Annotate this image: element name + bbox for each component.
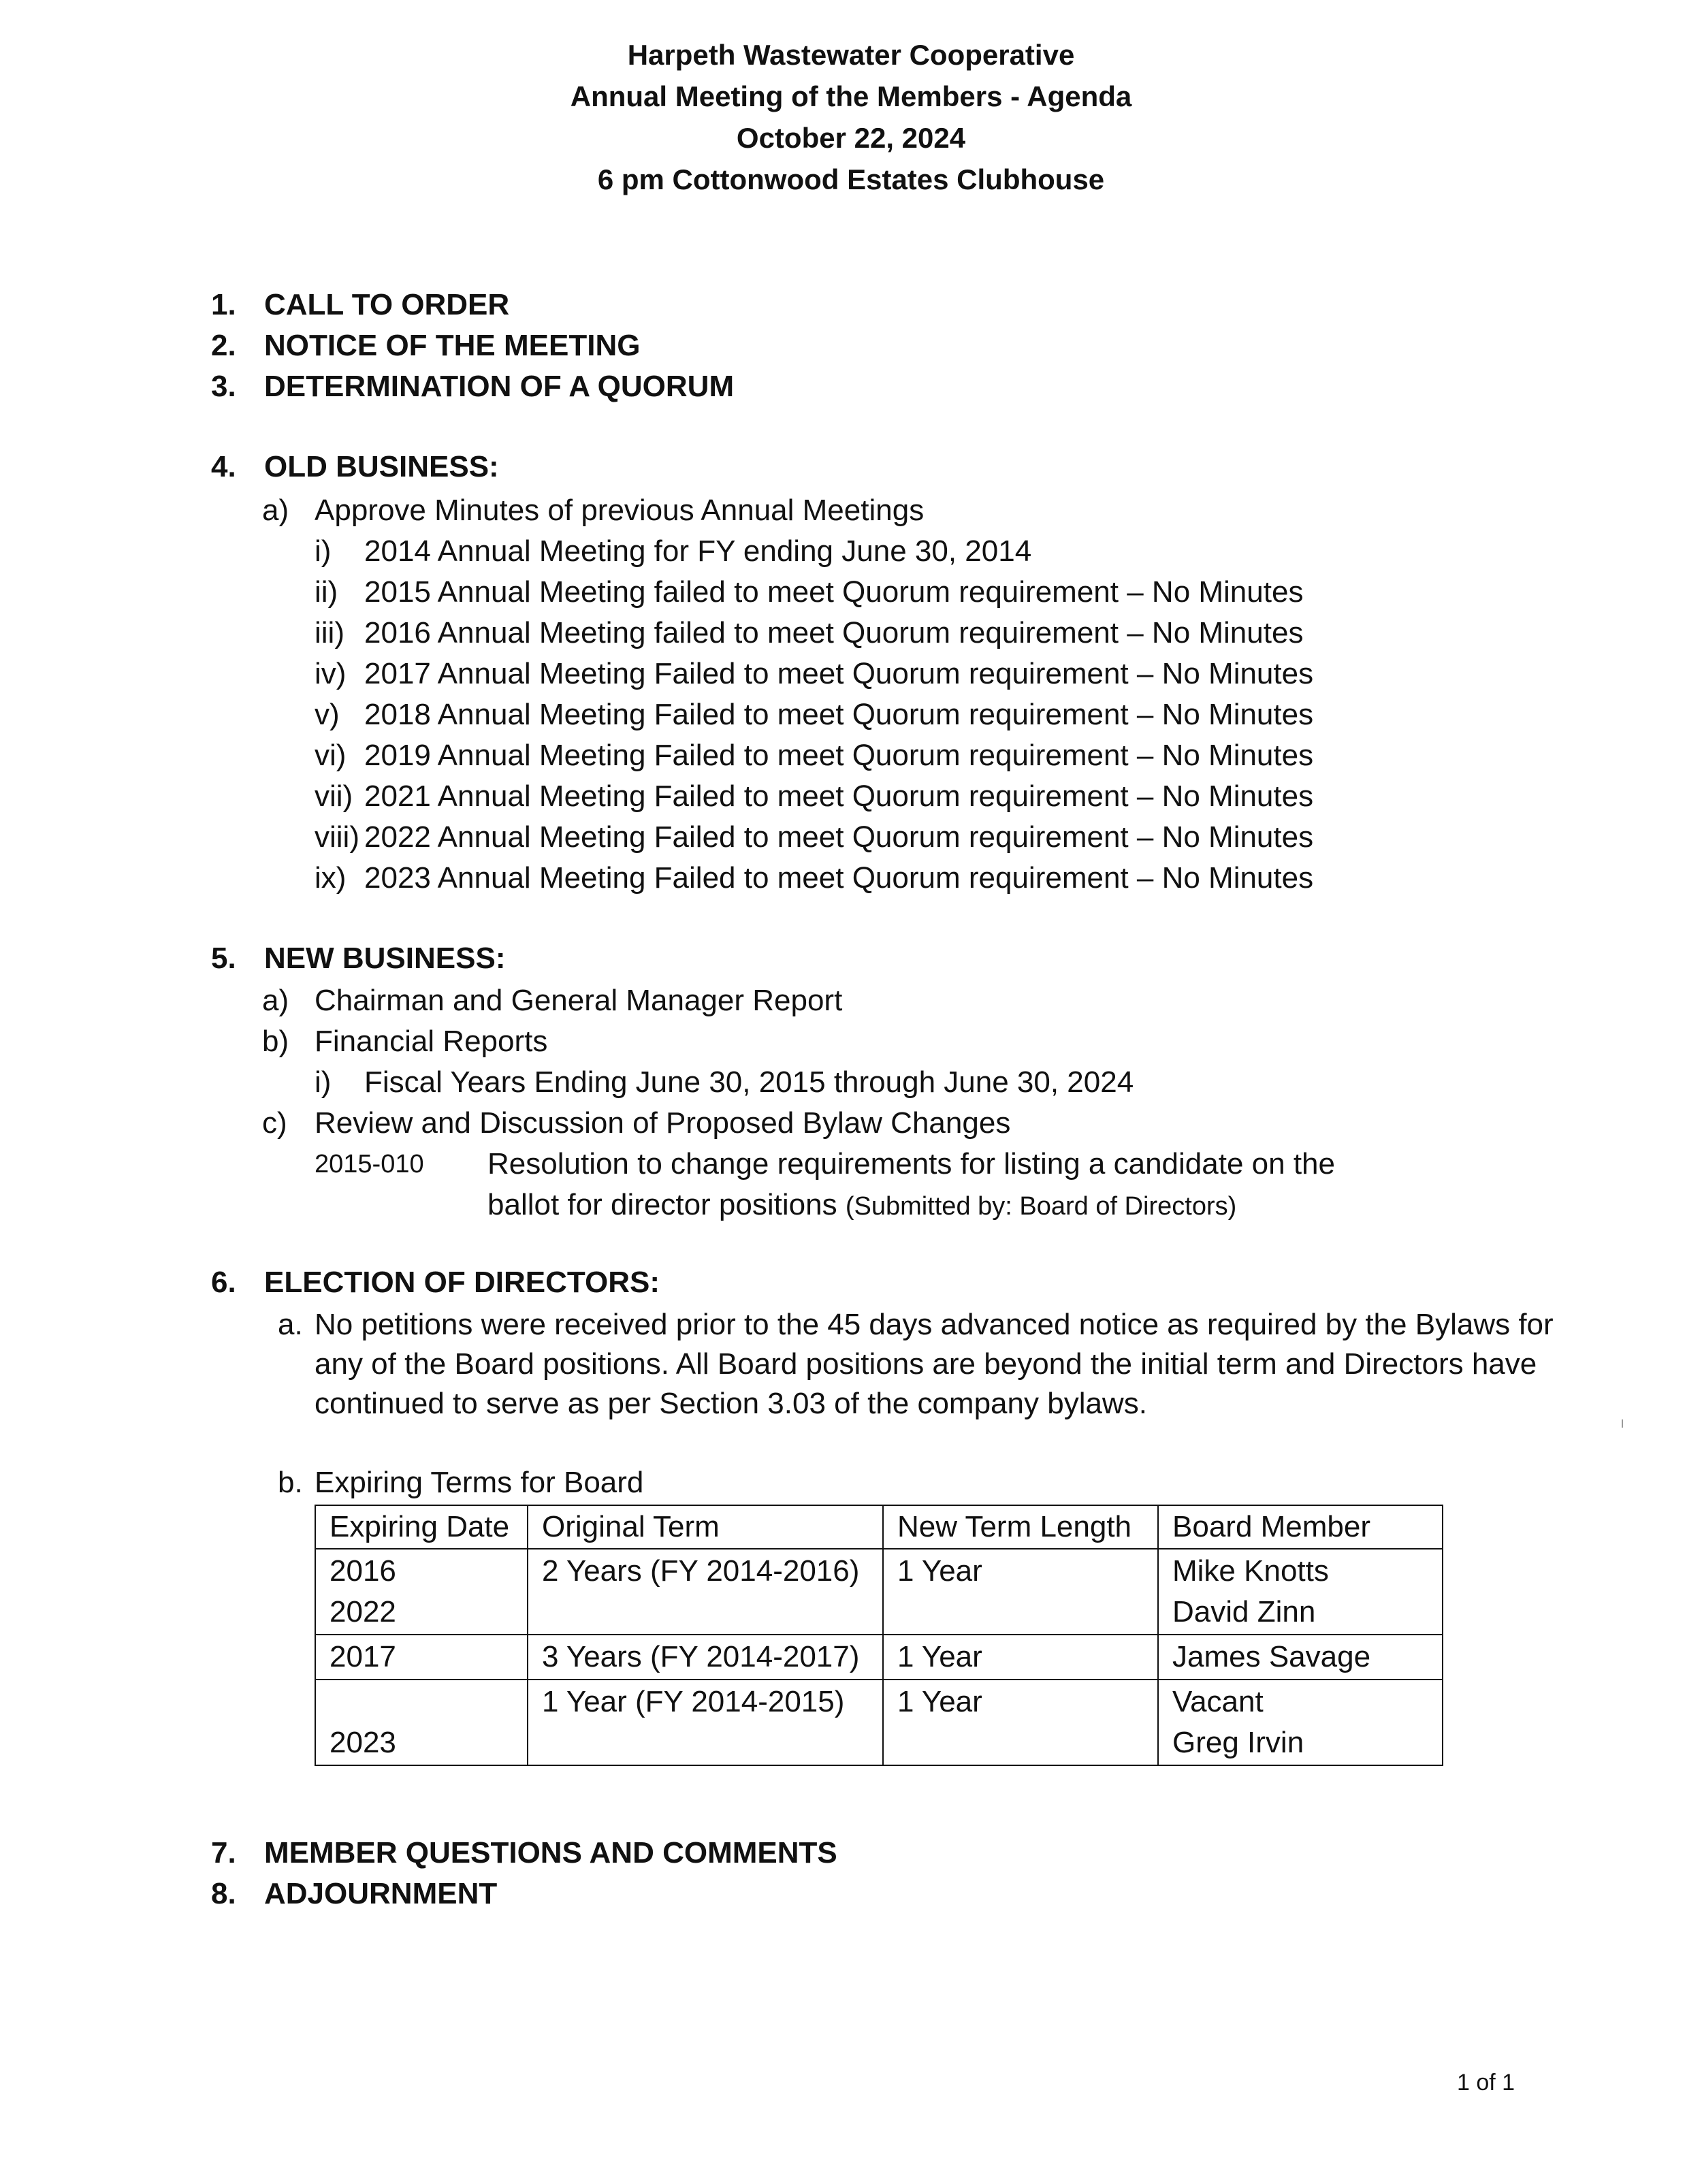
list-item: 2014 Annual Meeting for FY ending June 30, 2014 xyxy=(364,534,1032,568)
list-item: 2023 Annual Meeting Failed to meet Quorum requirement – No Minutes xyxy=(364,861,1314,895)
election-paragraph-line: any of the Board positions. All Board positions are beyond the initial term and Directors have xyxy=(315,1347,1537,1381)
expiring-terms-caption: Expiring Terms for Board xyxy=(315,1466,644,1499)
expiring-date-cell xyxy=(315,1680,528,1765)
table-row xyxy=(315,1680,1443,1765)
section-number: 6. xyxy=(211,1266,236,1299)
cell-line: 2023 xyxy=(330,1726,396,1759)
table-header-row xyxy=(315,1505,1443,1549)
item-label: b. xyxy=(278,1466,303,1499)
board-member-cell xyxy=(1158,1680,1443,1765)
list-item: 2018 Annual Meeting Failed to meet Quorum requirement – No Minutes xyxy=(364,698,1314,731)
item-label: a) xyxy=(262,984,289,1017)
section-heading-member-questions: MEMBER QUESTIONS AND COMMENTS xyxy=(264,1836,837,1869)
list-item: 2016 Annual Meeting failed to meet Quorum requirement – No Minutes xyxy=(364,616,1304,649)
cell-line: Mike Knotts xyxy=(1172,1554,1329,1588)
election-paragraph-line: No petitions were received prior to the 45 days advanced notice as required by the Bylaws for xyxy=(315,1308,1554,1341)
column-header: Board Member xyxy=(1158,1505,1443,1549)
list-item: 2021 Annual Meeting Failed to meet Quorum requirement – No Minutes xyxy=(364,780,1314,813)
column-header: Expiring Date xyxy=(315,1505,528,1549)
board-member-cell: James Savage xyxy=(1158,1635,1443,1680)
resolution-text-cont xyxy=(487,1186,1236,1225)
list-item-label: viii) xyxy=(315,820,359,854)
column-header: New Term Length xyxy=(883,1505,1158,1549)
meeting-location: 6 pm Cottonwood Estates Clubhouse xyxy=(597,163,1105,195)
cell-line: Vacant xyxy=(1172,1685,1264,1718)
expiring-date-cell xyxy=(315,1549,528,1635)
list-item-label: vii) xyxy=(315,780,353,813)
section-number: 7. xyxy=(211,1836,236,1869)
table-row xyxy=(315,1635,1443,1680)
document-header xyxy=(0,34,1702,200)
page-number: 1 of 1 xyxy=(1457,2070,1515,2095)
list-item-label: iv) xyxy=(315,657,347,690)
old-business-item-a: Approve Minutes of previous Annual Meetings xyxy=(315,494,925,527)
new-term-length-cell: 1 Year xyxy=(883,1680,1158,1765)
list-item: 2022 Annual Meeting Failed to meet Quorum requirement – No Minutes xyxy=(364,820,1314,854)
cell-line xyxy=(330,1682,513,1722)
list-item-label: vi) xyxy=(315,739,347,772)
resolution-text-line2: ballot for director positions xyxy=(487,1188,837,1221)
scan-speck xyxy=(1622,1419,1623,1428)
list-item: 2015 Annual Meeting failed to meet Quorum requirement – No Minutes xyxy=(364,575,1304,609)
new-term-length-cell: 1 Year xyxy=(883,1549,1158,1635)
section-number: 1. xyxy=(211,288,236,321)
resolution-code: 2015-010 xyxy=(315,1150,424,1178)
document-title: Annual Meeting of the Members - Agenda xyxy=(570,80,1132,112)
list-item-label: ii) xyxy=(315,575,338,609)
section-number: 5. xyxy=(211,942,236,975)
item-label: b) xyxy=(262,1025,289,1058)
cell-line: 2022 xyxy=(330,1595,396,1628)
section-heading-new-business: NEW BUSINESS: xyxy=(264,942,506,975)
financial-report-item: Fiscal Years Ending June 30, 2015 through June 30, 2024 xyxy=(364,1065,1134,1099)
meeting-date: October 22, 2024 xyxy=(736,122,966,154)
table-row xyxy=(315,1549,1443,1635)
expiring-terms-table xyxy=(315,1505,1443,1766)
new-business-item-b: Financial Reports xyxy=(315,1025,548,1058)
resolution-text: Resolution to change requirements for listing a candidate on the xyxy=(487,1147,1335,1181)
list-item-label: v) xyxy=(315,698,340,731)
section-number: 3. xyxy=(211,370,236,403)
list-item-label: i) xyxy=(315,1065,332,1099)
section-heading-election: ELECTION OF DIRECTORS: xyxy=(264,1266,660,1299)
section-heading-notice: NOTICE OF THE MEETING xyxy=(264,329,641,362)
resolution-submitter: (Submitted by: Board of Directors) xyxy=(845,1192,1237,1221)
original-term-cell: 1 Year (FY 2014-2015) xyxy=(528,1680,883,1765)
cell-line: 2016 xyxy=(330,1554,396,1588)
item-label: a. xyxy=(278,1308,303,1341)
election-paragraph-line: continued to serve as per Section 3.03 of the company bylaws. xyxy=(315,1387,1147,1420)
new-business-item-a: Chairman and General Manager Report xyxy=(315,984,843,1017)
column-header: Original Term xyxy=(528,1505,883,1549)
expiring-date-cell: 2017 xyxy=(315,1635,528,1680)
section-heading-old-business: OLD BUSINESS: xyxy=(264,450,499,483)
cell-line: David Zinn xyxy=(1172,1595,1316,1628)
list-item: 2017 Annual Meeting Failed to meet Quorum requirement – No Minutes xyxy=(364,657,1314,690)
original-term-cell: 3 Years (FY 2014-2017) xyxy=(528,1635,883,1680)
org-name: Harpeth Wastewater Cooperative xyxy=(627,39,1075,71)
section-heading-call-to-order: CALL TO ORDER xyxy=(264,288,510,321)
item-label: c) xyxy=(262,1106,287,1140)
list-item-label: iii) xyxy=(315,616,344,649)
new-term-length-cell: 1 Year xyxy=(883,1635,1158,1680)
cell-line: Greg Irvin xyxy=(1172,1726,1304,1759)
section-number: 8. xyxy=(211,1877,236,1910)
board-member-cell xyxy=(1158,1549,1443,1635)
item-label: a) xyxy=(262,494,289,527)
section-number: 4. xyxy=(211,450,236,483)
list-item: 2019 Annual Meeting Failed to meet Quorum requirement – No Minutes xyxy=(364,739,1314,772)
list-item-label: ix) xyxy=(315,861,347,895)
section-heading-quorum: DETERMINATION OF A QUORUM xyxy=(264,370,735,403)
section-heading-adjournment: ADJOURNMENT xyxy=(264,1877,498,1910)
new-business-item-c: Review and Discussion of Proposed Bylaw Changes xyxy=(315,1106,1011,1140)
list-item-label: i) xyxy=(315,534,332,568)
original-term-cell: 2 Years (FY 2014-2016) xyxy=(528,1549,883,1635)
section-number: 2. xyxy=(211,329,236,362)
